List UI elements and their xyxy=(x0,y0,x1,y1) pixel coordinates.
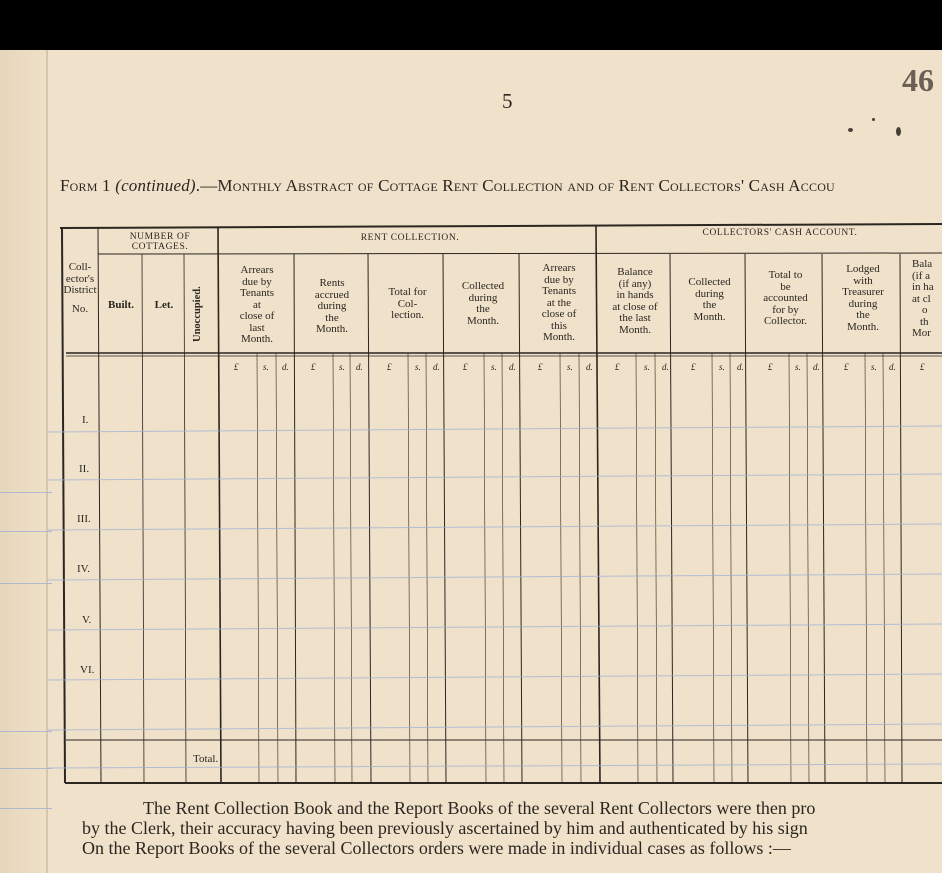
rent-collection-group-header: RENT COLLECTION. xyxy=(360,233,460,243)
cash-col-line: during xyxy=(848,297,878,310)
cash-col-line: Collected xyxy=(688,276,731,288)
rent-col-line: Month. xyxy=(315,323,349,336)
currency-pence: d. xyxy=(889,362,896,372)
rent-col-line: during xyxy=(468,291,498,304)
currency-pound: £ xyxy=(844,362,849,372)
rent-col-line: at xyxy=(253,298,261,311)
district-row-label: II. xyxy=(79,463,90,475)
cash-col-line: accounted xyxy=(763,292,808,305)
district-header-line: District xyxy=(63,284,97,297)
rent-col-line: due by xyxy=(242,275,272,288)
currency-shillings: s. xyxy=(263,362,269,372)
page-number: 5 xyxy=(502,89,513,113)
district-row-label: V. xyxy=(82,614,92,626)
cash-col-line: at cl xyxy=(912,292,931,305)
rent-col-line: lection. xyxy=(391,309,424,322)
rent-col-header xyxy=(371,287,444,322)
total-row-label: Total. xyxy=(193,753,219,765)
cottages-group-header: NUMBER OF COTTAGES. xyxy=(129,232,191,252)
currency-pence: d. xyxy=(356,362,363,372)
cash-col-line: o xyxy=(922,304,928,317)
rent-col-line: Arrears xyxy=(240,264,274,276)
corner-page-number: 46 xyxy=(902,62,934,98)
form-title-italic: (continued) xyxy=(115,176,196,195)
body-paragraph-line: The Rent Collection Book and the Report Books of the several Rent Collectors were then pro xyxy=(143,798,816,818)
rent-col-header xyxy=(446,281,520,327)
rent-col-line: Arrears xyxy=(542,262,576,274)
cash-col-header xyxy=(599,267,671,336)
cash-col-line: the xyxy=(702,299,717,312)
rent-col-line: Total for xyxy=(388,286,427,298)
cash-col-line: the last xyxy=(619,312,651,325)
cash-col-line: at close of xyxy=(612,300,658,313)
currency-pound: £ xyxy=(691,362,696,372)
district-header-line: No. xyxy=(71,302,89,315)
cash-col-line: be xyxy=(780,280,791,293)
cash-col-header-truncated xyxy=(912,259,942,340)
currency-pence: d. xyxy=(737,362,744,372)
cash-col-line: in ha xyxy=(912,281,934,294)
cash-col-line: Month. xyxy=(618,323,652,336)
rent-col-line: Month. xyxy=(466,314,500,327)
currency-shillings: s. xyxy=(567,362,573,372)
body-paragraph-line: by the Clerk, their accuracy having been previously ascertained by him and authenticated by his sign xyxy=(82,818,808,838)
currency-shillings: s. xyxy=(644,362,650,372)
currency-pound: £ xyxy=(463,362,468,372)
rent-col-header xyxy=(296,278,368,336)
rent-col-line: Collected xyxy=(461,280,505,292)
cash-col-header xyxy=(748,270,823,328)
cash-col-line: in hands xyxy=(616,289,654,302)
rent-col-line: the xyxy=(325,311,339,324)
rent-col-header xyxy=(221,265,293,346)
rent-col-header xyxy=(522,263,596,344)
currency-pence: d. xyxy=(662,362,669,372)
let-col-header: Let. xyxy=(154,299,174,311)
currency-pound: £ xyxy=(234,362,239,372)
currency-shillings: s. xyxy=(719,362,725,372)
rent-col-line: Col- xyxy=(397,297,418,310)
cash-col-line: during xyxy=(695,287,724,300)
built-col-header: Built. xyxy=(108,299,134,311)
rent-col-line: Tenants xyxy=(541,285,577,298)
currency-shillings: s. xyxy=(415,362,421,372)
rent-col-line: this xyxy=(551,319,567,332)
cash-col-header xyxy=(673,277,746,323)
cash-col-line: for by xyxy=(772,303,799,316)
cash-col-line: Month. xyxy=(846,320,880,333)
district-header-line: ector's xyxy=(65,272,95,285)
cash-col-line: (if any) xyxy=(618,277,652,290)
district-header xyxy=(56,262,104,315)
district-row-label: I. xyxy=(82,414,89,426)
rent-col-line: close of xyxy=(541,308,577,321)
district-row-label: VI. xyxy=(80,664,95,676)
cash-col-line: Treasurer xyxy=(842,286,884,299)
currency-pound: £ xyxy=(311,362,316,372)
currency-pound: £ xyxy=(387,362,392,372)
currency-pence: d. xyxy=(433,362,440,372)
cash-account-group-header: COLLECTORS' CASH ACCOUNT. xyxy=(702,228,858,238)
rent-col-line: during xyxy=(317,300,347,313)
cash-col-line: Lodged xyxy=(846,263,880,275)
rent-col-line: last xyxy=(249,321,265,334)
currency-pence: d. xyxy=(509,362,516,372)
rent-col-line: the xyxy=(476,303,490,316)
rent-col-line: accrued xyxy=(314,288,350,301)
currency-pound: £ xyxy=(615,362,620,372)
cash-col-header xyxy=(825,264,901,333)
rent-col-line: close of xyxy=(239,310,275,323)
currency-pound: £ xyxy=(920,362,925,372)
currency-shillings: s. xyxy=(795,362,801,372)
cash-col-line: Balance xyxy=(617,266,653,278)
body-paragraph-line: On the Report Books of the several Collectors orders were made in individual cases as follows :— xyxy=(82,838,791,858)
form-title-rest: .—Monthly Abstract of Cottage Rent Collection and of Rent Collectors' Cash Accou xyxy=(195,176,835,195)
cash-col-line: Bala xyxy=(912,259,933,270)
cash-col-line: Month. xyxy=(693,310,726,323)
currency-pence: d. xyxy=(813,362,820,372)
district-row-label: IV. xyxy=(77,563,90,575)
form-title-lead: Form 1 xyxy=(60,176,116,195)
cash-col-line: Collector. xyxy=(763,315,808,328)
rent-col-line: Rents xyxy=(319,277,345,289)
rent-col-line: Month. xyxy=(240,333,274,346)
currency-pence: d. xyxy=(586,362,593,372)
district-row-label: III. xyxy=(77,513,91,525)
rent-col-line: Month. xyxy=(542,331,576,344)
currency-pound: £ xyxy=(538,362,543,372)
rent-col-line: Tenants xyxy=(239,287,275,300)
unoccupied-col-header: Unoccupied. xyxy=(192,286,203,342)
currency-pence: d. xyxy=(282,362,289,372)
currency-shillings: s. xyxy=(871,362,877,372)
currency-pound: £ xyxy=(768,362,773,372)
cash-col-line: (if a xyxy=(912,269,931,282)
rent-col-line: at the xyxy=(546,296,572,309)
rent-col-line: due by xyxy=(544,273,574,286)
currency-shillings: s. xyxy=(491,362,497,372)
cash-col-line: Mor xyxy=(912,327,931,340)
currency-shillings: s. xyxy=(339,362,345,372)
cash-col-line: Total to xyxy=(768,269,803,281)
cash-col-line: the xyxy=(856,309,870,322)
district-header-line: Coll- xyxy=(68,261,92,273)
cash-col-line: with xyxy=(853,274,873,287)
cash-col-line: th xyxy=(920,315,929,328)
